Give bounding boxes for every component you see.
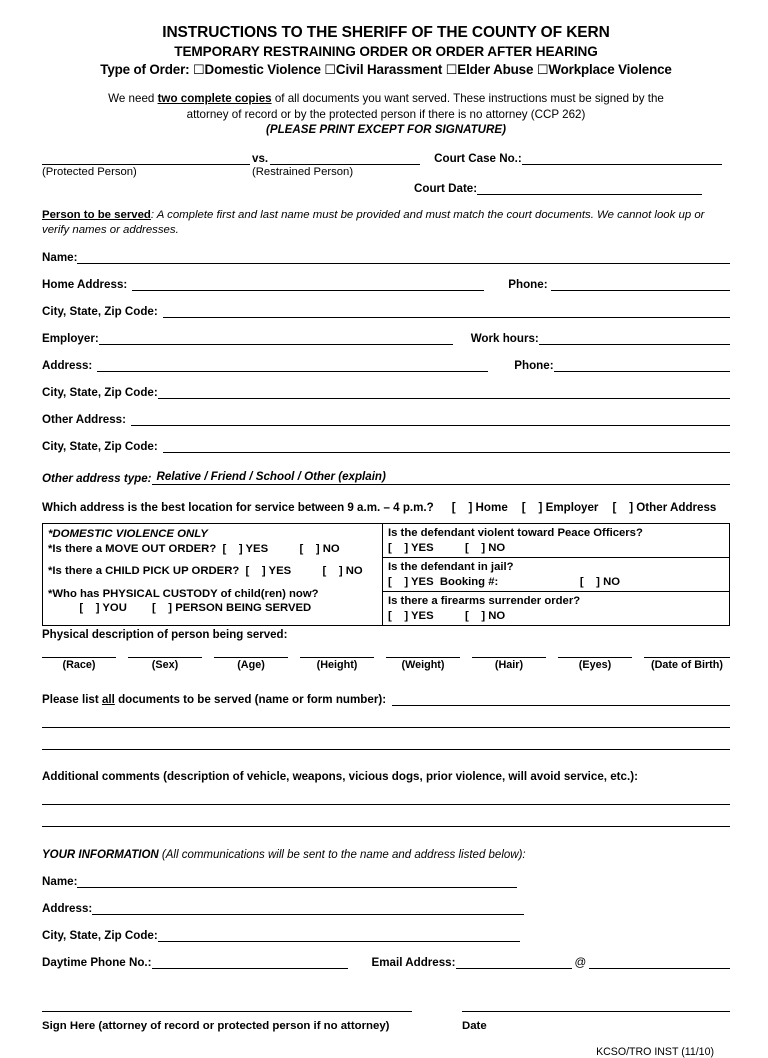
best-location-option-home[interactable]: [ ] Home	[451, 501, 508, 514]
served-city-input[interactable]	[163, 305, 730, 318]
print-instruction-note: (PLEASE PRINT EXCEPT FOR SIGNATURE)	[265, 123, 507, 136]
dv-physical-custody-question: *Who has PHYSICAL CUSTODY of child(ren) now?	[48, 587, 319, 600]
dv-child-pickup-order-question[interactable]: *Is there a CHILD PICK UP ORDER? [ ] YES [ ] NO	[48, 565, 363, 577]
your-email-domain-input[interactable]	[589, 956, 730, 969]
served-city-label: City, State, Zip Code:	[42, 305, 158, 318]
served-employer-row	[42, 332, 730, 345]
physical-age-caption: (Age)	[237, 659, 265, 671]
served-home-address-label: Home Address:	[42, 278, 128, 291]
intro-text-before: We need	[108, 92, 158, 105]
dv-right-column	[383, 524, 729, 625]
served-employer-phone-label: Phone:	[514, 359, 554, 372]
intro-text-after: of all documents you want served. These instructions must be signed by the	[271, 92, 664, 105]
domestic-violence-box	[42, 523, 730, 626]
person-to-be-served-note	[42, 208, 730, 237]
served-name-label: Name:	[42, 251, 78, 264]
physical-age-input[interactable]	[214, 657, 288, 658]
served-work-hours-label: Work hours:	[470, 332, 539, 345]
documents-to-serve-input-2[interactable]	[42, 727, 730, 728]
your-name-input[interactable]	[77, 875, 517, 888]
your-phone-label: Daytime Phone No.:	[42, 956, 152, 969]
your-address-row	[42, 902, 730, 915]
served-other-city-row	[42, 440, 730, 453]
served-other-address-label: Other Address:	[42, 413, 126, 426]
documents-to-serve-input-3[interactable]	[42, 749, 730, 750]
court-date-row	[42, 182, 730, 195]
physical-race-caption: (Race)	[62, 659, 96, 671]
physical-hair-caption: (Hair)	[494, 659, 524, 671]
served-employer-city-label: City, State, Zip Code:	[42, 386, 158, 399]
physical-hair-input[interactable]	[472, 657, 546, 658]
court-case-no-label: Court Case No.:	[434, 152, 522, 165]
order-type-label-2: Elder Abuse	[457, 62, 534, 77]
checkbox-domestic-violence[interactable]: ☐	[193, 62, 205, 77]
served-other-address-row	[42, 413, 730, 426]
served-employer-city-row	[42, 386, 730, 399]
signature-date-label: Date	[462, 1020, 487, 1032]
served-home-address-row	[42, 278, 730, 291]
served-phone-input[interactable]	[551, 278, 730, 291]
your-city-row	[42, 929, 730, 942]
best-location-option-employer[interactable]: [ ] Employer	[521, 501, 599, 514]
served-employer-label: Employer:	[42, 332, 99, 345]
your-phone-email-row	[42, 956, 730, 969]
physical-description-label: Physical description of person being served:	[42, 629, 288, 641]
additional-comments-label: Additional comments (description of vehicle, weapons, vicious dogs, prior violence, will avoid service, etc.):	[42, 770, 638, 783]
person-to-be-served-heading: Person to be served	[42, 209, 151, 221]
physical-weight-input[interactable]	[386, 657, 460, 658]
physical-dob-input[interactable]	[644, 657, 730, 658]
your-information-note: (All communications will be sent to the name and address listed below):	[158, 849, 526, 861]
sign-here-label: Sign Here (attorney of record or protected person if no attorney)	[42, 1020, 390, 1032]
court-date-label: Court Date:	[414, 182, 478, 195]
dv-violent-toward-officers-answers[interactable]: [ ] YES [ ] NO	[388, 541, 506, 554]
other-address-type-row	[42, 470, 730, 485]
signature-input[interactable]	[42, 1011, 412, 1012]
served-employer-phone-input[interactable]	[554, 359, 730, 372]
physical-sex-caption: (Sex)	[151, 659, 179, 671]
your-name-label: Name:	[42, 875, 78, 888]
dv-defendant-in-jail-cell	[383, 558, 729, 592]
served-employer-city-input[interactable]	[158, 386, 730, 399]
dv-violent-toward-officers-cell	[383, 524, 729, 558]
served-employer-address-label: Address:	[42, 359, 93, 372]
your-address-label: Address:	[42, 902, 93, 915]
court-date-input[interactable]	[477, 182, 702, 195]
best-location-question: Which address is the best location for service between 9 a.m. – 4 p.m.?	[42, 501, 434, 514]
served-other-city-label: City, State, Zip Code:	[42, 440, 158, 453]
physical-eyes-caption: (Eyes)	[578, 659, 612, 671]
documents-to-serve-row	[42, 693, 730, 706]
case-caption-block	[42, 152, 730, 195]
order-type-label-0: Domestic Violence	[204, 62, 321, 77]
best-location-option-other[interactable]: [ ] Other Address	[612, 501, 717, 514]
caption-row	[42, 152, 730, 165]
physical-weight-caption: (Weight)	[401, 659, 445, 671]
signature-date-input[interactable]	[462, 1011, 730, 1012]
dv-left-cell	[43, 524, 383, 625]
served-employer-address-row	[42, 359, 730, 372]
dv-firearms-surrender-answers[interactable]: [ ] YES [ ] NO	[388, 609, 506, 622]
other-address-type-options[interactable]: Relative / Friend / School / Other (explain)	[152, 470, 389, 485]
at-symbol: @	[574, 956, 587, 969]
served-employer-input[interactable]	[99, 332, 453, 345]
page-subtitle: TEMPORARY RESTRAINING ORDER OR ORDER AFTER HEARING	[174, 44, 598, 59]
your-information-heading	[42, 849, 730, 861]
physical-eyes-input[interactable]	[558, 657, 632, 658]
your-email-user-input[interactable]	[456, 956, 572, 969]
intro-line-2: attorney of record or by the protected person if there is no attorney (CCP 262)	[186, 107, 586, 121]
person-to-be-served-instruction: : A complete first and last name must be provided and must match the court documents. We cannot look up or verify names or addresses.	[42, 209, 705, 236]
served-city-row	[42, 305, 730, 318]
best-location-row	[42, 501, 730, 514]
protected-person-input[interactable]	[42, 152, 250, 165]
restrained-person-input[interactable]	[270, 152, 420, 165]
dv-firearms-surrender-cell	[383, 592, 729, 625]
served-work-hours-input[interactable]	[539, 332, 730, 345]
intro-emphasis: two complete copies	[157, 92, 272, 105]
dv-physical-custody-options[interactable]: [ ] YOU [ ] PERSON BEING SERVED	[48, 602, 312, 614]
your-phone-input[interactable]	[152, 956, 348, 969]
physical-height-caption: (Height)	[316, 659, 358, 671]
dv-defendant-in-jail-answers[interactable]: [ ] YES Booking #: [ ] NO	[388, 575, 621, 588]
served-employer-address-input[interactable]	[97, 359, 488, 372]
served-other-address-input[interactable]	[131, 413, 730, 426]
your-city-label: City, State, Zip Code:	[42, 929, 158, 942]
restrained-person-caption: (Restrained Person)	[252, 166, 354, 178]
other-address-type-input[interactable]	[389, 472, 730, 485]
your-address-input[interactable]	[92, 902, 524, 915]
your-name-row	[42, 875, 730, 888]
checkbox-workplace-violence[interactable]: ☐	[536, 62, 549, 77]
type-of-order-label: Type of Order:	[100, 62, 190, 77]
dv-move-out-order-question[interactable]: *Is there a MOVE OUT ORDER? [ ] YES [ ] NO	[48, 542, 340, 555]
court-case-no-input[interactable]	[522, 152, 722, 165]
order-type-label-1: Civil Harassment	[335, 62, 443, 77]
signature-block	[42, 1011, 730, 1032]
order-type-label-3: Workplace Violence	[548, 62, 672, 77]
checkbox-civil-harassment[interactable]: ☐	[324, 62, 336, 77]
intro-paragraph	[42, 91, 730, 122]
checkbox-elder-abuse[interactable]: ☐	[445, 62, 458, 77]
physical-description-row	[42, 657, 730, 671]
other-address-type-label: Other address type:	[42, 472, 152, 485]
your-city-input[interactable]	[158, 929, 520, 942]
caption-sublabels	[42, 166, 730, 178]
your-email-label: Email Address:	[371, 956, 456, 969]
documents-to-serve-input-1[interactable]	[392, 693, 730, 706]
protected-person-caption: (Protected Person)	[42, 166, 137, 178]
documents-to-serve-label: Please list all documents to be served (name or form number):	[42, 693, 387, 706]
served-name-row	[42, 251, 730, 264]
served-name-input[interactable]	[77, 251, 730, 264]
physical-race-input[interactable]	[42, 657, 116, 658]
served-phone-label: Phone:	[508, 278, 548, 291]
additional-comments-input-2[interactable]	[42, 826, 730, 827]
physical-sex-input[interactable]	[128, 657, 202, 658]
served-home-address-input[interactable]	[132, 278, 484, 291]
dv-violent-toward-officers-question: Is the defendant violent toward Peace Officers?	[388, 527, 643, 539]
form-id-footer: KCSO/TRO INST (11/10)	[596, 1046, 714, 1058]
physical-dob-caption: (Date of Birth)	[651, 659, 723, 671]
served-other-city-input[interactable]	[163, 440, 730, 453]
your-information-title: YOUR INFORMATION	[42, 849, 159, 861]
dv-defendant-in-jail-question: Is the defendant in jail?	[388, 561, 514, 573]
type-of-order-row	[42, 62, 730, 78]
dv-box-heading: *DOMESTIC VIOLENCE ONLY	[48, 528, 208, 540]
page-title: INSTRUCTIONS TO THE SHERIFF OF THE COUNTY OF KERN	[162, 24, 610, 41]
physical-height-input[interactable]	[300, 657, 374, 658]
additional-comments-input-1[interactable]	[42, 804, 730, 805]
documents-label-emphasis: all	[101, 693, 115, 706]
vs-label: vs.	[252, 152, 269, 165]
dv-firearms-surrender-question: Is there a firearms surrender order?	[388, 595, 581, 607]
